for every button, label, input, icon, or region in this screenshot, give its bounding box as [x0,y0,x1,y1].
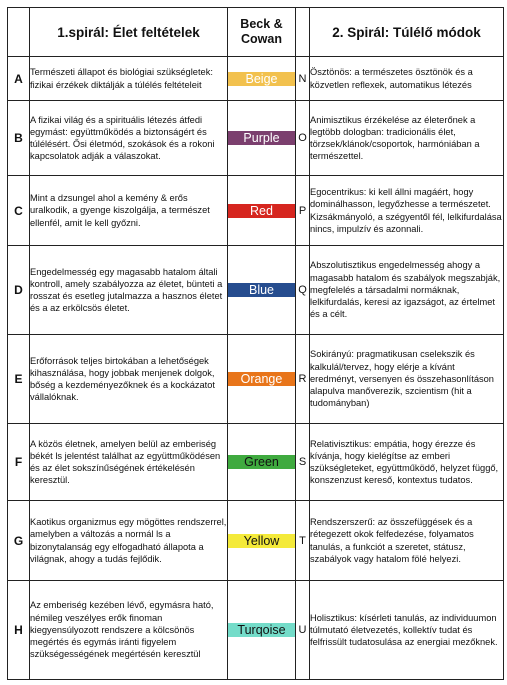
table-row [8,424,504,501]
survival-mode-text: Holisztikus: kísérleti tanulás, az individuumon túlmutató életvezetés, kollektív tudat és felfrissült tudatosulása az energiai mezőknek. [310,581,504,680]
life-condition-text: Az emberiség kezében lévő, egymásra ható, némileg veszélyes erők finoman kiegyensúlyozott rendszere a kölcsönös megértés és egymás iránti figyelem szükségességének megértésén keresztül [30,581,228,680]
color-swatch-orange: Orange [228,372,295,386]
row-letter: H [8,581,30,680]
header-survival-modes: 2. Spirál: Túlélő módok [310,8,504,57]
survival-mode-text: Rendszerszerű: az összefüggések és a rétegezett okok felfedezése, folyamatos tanulás, a funkciót a szeretet, státusz, szabályok vagy hatalom fölé helyezi. [310,501,504,581]
color-swatch-turquoise: Turqoise [228,623,295,637]
row-letter: D [8,246,30,335]
row-letter-2: R [296,335,310,424]
row-letter-2: Q [296,246,310,335]
table-row [8,501,504,581]
header-beck-cowan-line2: Cowan [241,32,282,46]
row-letter-2: T [296,501,310,581]
header-beck-cowan [228,8,296,57]
survival-mode-text: Egocentrikus: ki kell állni magáért, hogy dominálhasson, legyőzhesse a természetet. Kizsákmányoló, a szégyentől fél, lelkifurdalása nincs, impulzív és azonnali. [310,176,504,246]
color-cell [228,246,296,335]
row-letter: G [8,501,30,581]
survival-mode-text: Abszolutisztikus engedelmesség ahogy a magasabb hatalom és szabályok megszabják, megfelelés a társadalmi normáknak, lelkifurdalás, keresi az igazságot, az értelmet és a célt. [310,246,504,335]
color-swatch-beige: Beige [228,72,295,86]
life-condition-text: Mint a dzsungel ahol a kemény & erős uralkodik, a gyenge kiszolgálja, a természet ellenfél, amit le kell győzni. [30,176,228,246]
header-blank-mid [296,8,310,57]
color-swatch-green: Green [228,455,295,469]
table-row [8,57,504,101]
color-cell [228,424,296,501]
survival-mode-text: Ösztönös: a természetes ösztönök és a közvetlen reflexek, automatikus létezés [310,57,504,101]
color-swatch-yellow: Yellow [228,534,295,548]
row-letter-2: O [296,101,310,176]
row-letter: C [8,176,30,246]
survival-mode-text: Sokirányú: pragmatikusan cselekszik és kalkulál/tervez, hogy elérje a kívánt eredményt, versenyen és összehasonlításon alapulva manőverezik, szcientism (hit a tudományban) [310,335,504,424]
row-letter: A [8,57,30,101]
row-letter-2: P [296,176,310,246]
table-row [8,581,504,680]
life-condition-text: A fizikai világ és a spirituális létezés átfedi egymást: együttműködés a biztonságért és túlélésért. Ősi életmód, szokások és a rokoni kapcsolatok adják a válaszokat. [30,101,228,176]
table-row [8,101,504,176]
spiral-dynamics-table [7,7,504,680]
life-condition-text: Erőforrások teljes birtokában a lehetőségek kihasználása, hogy jobbak menjenek dolgok, bőség a kezdeményezőknek és a kockázatot vállalóknak. [30,335,228,424]
color-cell [228,101,296,176]
header-blank-left [8,8,30,57]
survival-mode-text: Animisztikus érzékelése az életerőnek a legtöbb dologban: tradicionális élet, törzsek/klánok/csoportok, harmóniában a természettel. [310,101,504,176]
table-row [8,335,504,424]
row-letter: E [8,335,30,424]
color-cell [228,176,296,246]
color-cell [228,501,296,581]
life-condition-text: A közös életnek, amelyen belül az emberiség békét ls jelentést találhat az együttműködésen és az élet sokszínűségének értékelésén keresztül. [30,424,228,501]
table-row [8,176,504,246]
header-beck-cowan-line1: Beck & [240,17,283,31]
color-cell [228,335,296,424]
row-letter: F [8,424,30,501]
header-life-conditions: 1.spirál: Élet feltételek [30,8,228,57]
color-swatch-red: Red [228,204,295,218]
color-cell [228,581,296,680]
row-letter-2: S [296,424,310,501]
color-cell [228,57,296,101]
row-letter-2: U [296,581,310,680]
color-swatch-blue: Blue [228,283,295,297]
life-condition-text: Engedelmesség egy magasabb hatalom általi kontroll, amely szabályozza az életet, bünteti a rosszat és esetleg jutalmazza a hasznos életet és a az erkölcsös életet. [30,246,228,335]
color-swatch-purple: Purple [228,131,295,145]
survival-mode-text: Relativisztikus: empátia, hogy érezze és kívánja, hogy kielégítse az emberi szükségleteket, együttműködő, helyzet függő, konszenzust kereső, kontextus tudatos. [310,424,504,501]
life-condition-text: Természeti állapot és biológiai szükségletek: fizikai érzékek diktálják a túlélés feltételeit [30,57,228,101]
life-condition-text: Kaotikus organizmus egy mögöttes rendszerrel, amelyben a változás a normál ls a bizonytalanság egy elfogadható állapota a világnak, ahogy a tudás fejlődik. [30,501,228,581]
table-row [8,246,504,335]
row-letter-2: N [296,57,310,101]
row-letter: B [8,101,30,176]
